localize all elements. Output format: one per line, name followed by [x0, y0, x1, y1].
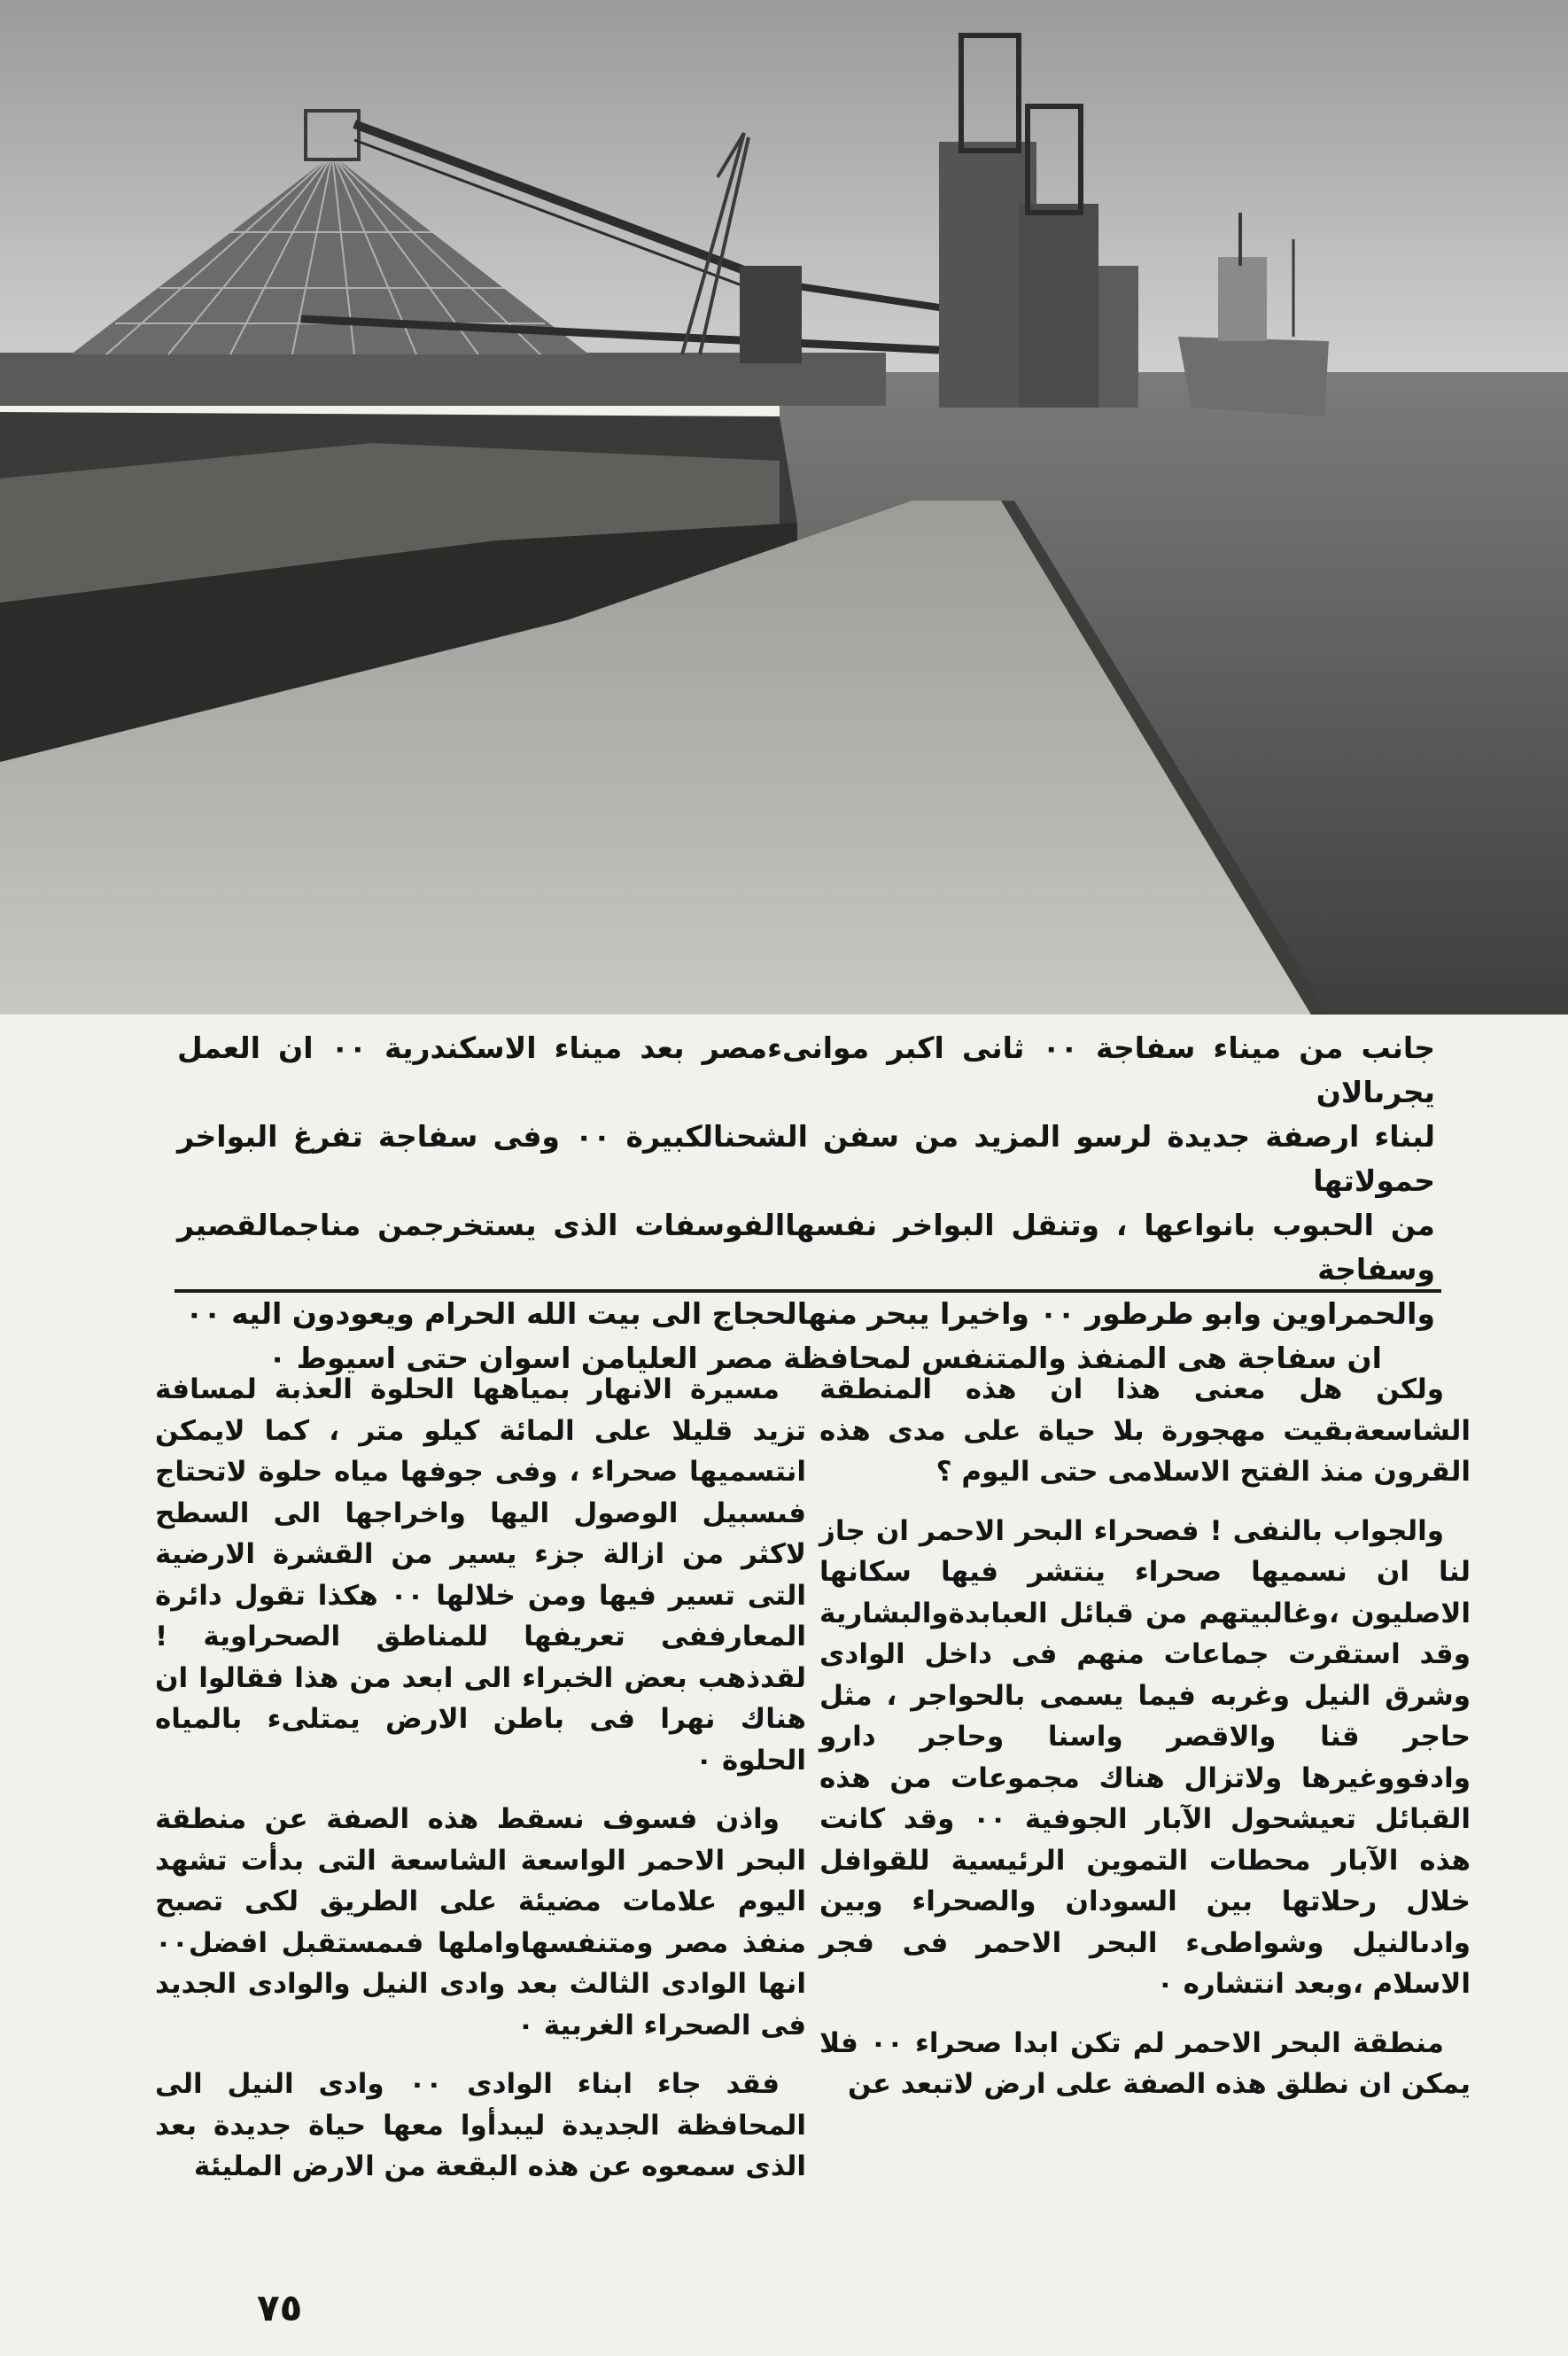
divider-rule [175, 1289, 1441, 1293]
article-column-right [819, 1369, 1471, 2123]
caption-line: ان سفاجة هى المنفذ والمتنفس لمحافظة مصر العليامن اسوان حتى اسيوط ٠ [268, 1341, 1382, 1375]
photo-caption [177, 1026, 1435, 1380]
port-photo-drawing [0, 0, 1568, 1015]
article-column-left [155, 1369, 806, 2205]
port-photo [0, 0, 1568, 1015]
paragraph: منطقة البحر الاحمر لم تكن ابدا صحراء ٠٠ فلا يمكن ان نطلق هذه الصفة على ارض لاتبعد عن [819, 2026, 1471, 2100]
page-number: ٧٥ [257, 2286, 303, 2329]
caption-line: جانب من ميناء سفاجة ٠٠ ثانى اكبر موانىءمصر بعد ميناء الاسكندرية ٠٠ ان العمل يجرىالان [177, 1030, 1436, 1109]
paragraph: واذن فسوف نسقط هذه الصفة عن منطقة البحر الاحمر الواسعة الشاسعة التى بدأت تشهد اليوم علامات مضيئة على الطريق لكى تصبح منفذ مصر ومتنفسهاواملها فىمستقبل افضل٠٠ انها الوادى الثالث بعد وادى النيل والوادى الجديد فى الصحراء الغربية ٠ [155, 1803, 806, 2041]
caption-line: لبناء ارصفة جديدة لرسو المزيد من سفن الشحنالكبيرة ٠٠ وفى سفاجة تفرغ البواخر حمولاتها [177, 1119, 1435, 1198]
caption-line: من الحبوب بانواعها ، وتنقل البواخر نفسهاالفوسفات الذى يستخرجمن مناجمالقصير وسفاجة [177, 1208, 1435, 1287]
caption-line: والحمراوين وابو طرطور ٠٠ واخيرا يبحر منهالحجاج الى بيت الله الحرام ويعودون اليه ٠٠ [185, 1296, 1435, 1331]
paragraph: والجواب بالنفى ! فصحراء البحر الاحمر ان جاز لنا ان نسميها صحراء ينتشر فيها سكانها الاصليون ،وغالبيتهم من قبائل العبابدةوالبشارية وقد استقرت جماعات منهم فى داخل الوادى وشرق النيل وغربه فيما يسمى بالحواجر ، مثل حاجر قنا والاقصر واسنا وحاجر دارو وادفووغيرها ولاتزال هناك مجموعات من هذه القبائل تعيشحول الآبار الجوفية ٠٠ وقد كانت هذه الآبار محطات التموين الرئيسية للقوافل خلال رحلاتها بين السودان والصحراء وبين وادىالنيل وشواطىء البحر الاحمر فى فجر الاسلام ،وبعد انتشاره ٠ [819, 1514, 1471, 2000]
paragraph: مسيرة الانهار بمياهها الحلوة العذبة لمسافة تزيد قليلا على المائة كيلو متر ، كما لايمكن انتسميها صحراء ، وفى جوفها مياه حلوة لاتحتاج فىسبيل الوصول اليها واخراجها الى السطح لاكثر من ازالة جزء يسير من القشرة الارضية التى تسير فيها ومن خلالها ٠٠ هكذا تقول دائرة المعارففى تعريفها للمناطق الصحراوية ! لقدذهب بعض الخبراء الى ابعد من هذا فقالوا ان هناك نهرا فى باطن الارض يمتلىء بالمياه الحلوة ٠ [155, 1373, 806, 1777]
paragraph: فقد جاء ابناء الوادى ٠٠ وادى النيل الى المحافظة الجديدة ليبدأوا معها حياة جديدة بعد الذى سمعوه عن هذه البقعة من الارض المليئة [155, 2068, 806, 2182]
paragraph: ولكن هل معنى هذا ان هذه المنطقة الشاسعةبقيت مهجورة بلا حياة على مدى هذه القرون منذ الفتح الاسلامى حتى اليوم ؟ [819, 1373, 1471, 1488]
